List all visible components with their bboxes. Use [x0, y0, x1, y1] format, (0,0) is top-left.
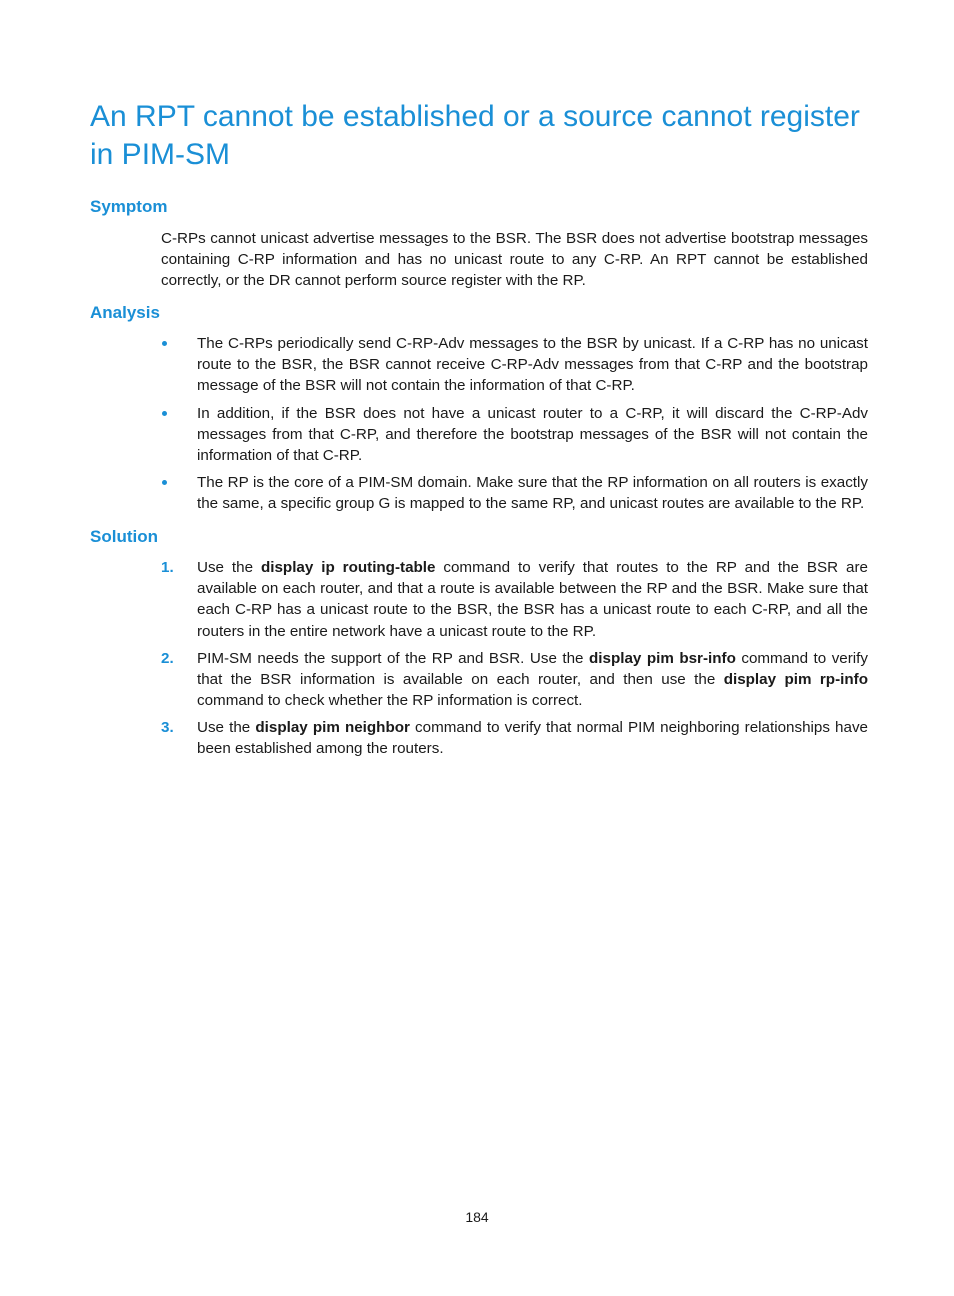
command-text: display pim rp-info [723, 671, 868, 689]
step-text: Use the display ip routing-table command to verify that routes to the RP and the BSR are available on each router, and that a route is available between the RP and the BSR. Make sure that each C-RP has a unicast route to the BSR, the BSR has a unicast route to each C-RP, and all the routers in the entire network have a unicast route to the RP. [197, 559, 868, 640]
analysis-heading: Analysis [90, 303, 160, 322]
bullet-text: The RP is the core of a PIM-SM domain. Make sure that the RP information on all routers is exactly the same, a specific group G is mapped to the same RP, and unicast routes are available to the RP. [197, 474, 868, 513]
command-text: display pim bsr-info [589, 650, 736, 667]
analysis-bullet-item [161, 403, 868, 467]
command-text: display pim neighbor [255, 719, 410, 736]
bullet-icon [162, 341, 167, 346]
bullet-text: In addition, if the BSR does not have a unicast router to a C-RP, it will discard the C-RP-Adv messages from that C-RP, and therefore the bootstrap messages of the BSR will not contain the information of that C-RP. [197, 405, 868, 465]
page-number: 184 [465, 1209, 489, 1225]
symptom-heading: Symptom [90, 197, 168, 216]
page-title: An RPT cannot be established or a source cannot register in PIM-SM [90, 100, 860, 171]
step-number: 1. [161, 559, 174, 576]
step-text: Use the display pim neighbor command to verify that normal PIM neighboring relationships have been established among the routers. [197, 719, 868, 758]
bullet-icon [162, 411, 167, 416]
step-number: 3. [161, 719, 174, 736]
solution-step [161, 557, 868, 642]
bullet-text: The C-RPs periodically send C-RP-Adv messages to the BSR by unicast. If a C-RP has no unicast route to the BSR, the BSR cannot receive C-RP-Adv messages from that C-RP and the bootstrap message of the BSR will not contain the information of that C-RP. [197, 335, 868, 395]
step-text: PIM-SM needs the support of the RP and BSR. Use the display pim bsr-info command to verify that the BSR information is available on each router, and then use the display pim rp-info command to check whether the RP information is correct. [197, 650, 868, 710]
solution-step [161, 717, 868, 759]
solution-heading: Solution [90, 527, 158, 546]
analysis-bullet-item [161, 333, 868, 397]
solution-step [161, 648, 868, 712]
analysis-bullet-item [161, 472, 868, 514]
command-text: display ip routing-table [260, 559, 436, 576]
step-number: 2. [161, 650, 174, 667]
bullet-icon [162, 480, 167, 485]
symptom-text: C-RPs cannot unicast advertise messages to the BSR. The BSR does not advertise bootstrap messages containing C-RP information and has no unicast route to any C-RP. An RPT cannot be established correctly, or the DR cannot perform source register with the RP. [161, 230, 868, 290]
